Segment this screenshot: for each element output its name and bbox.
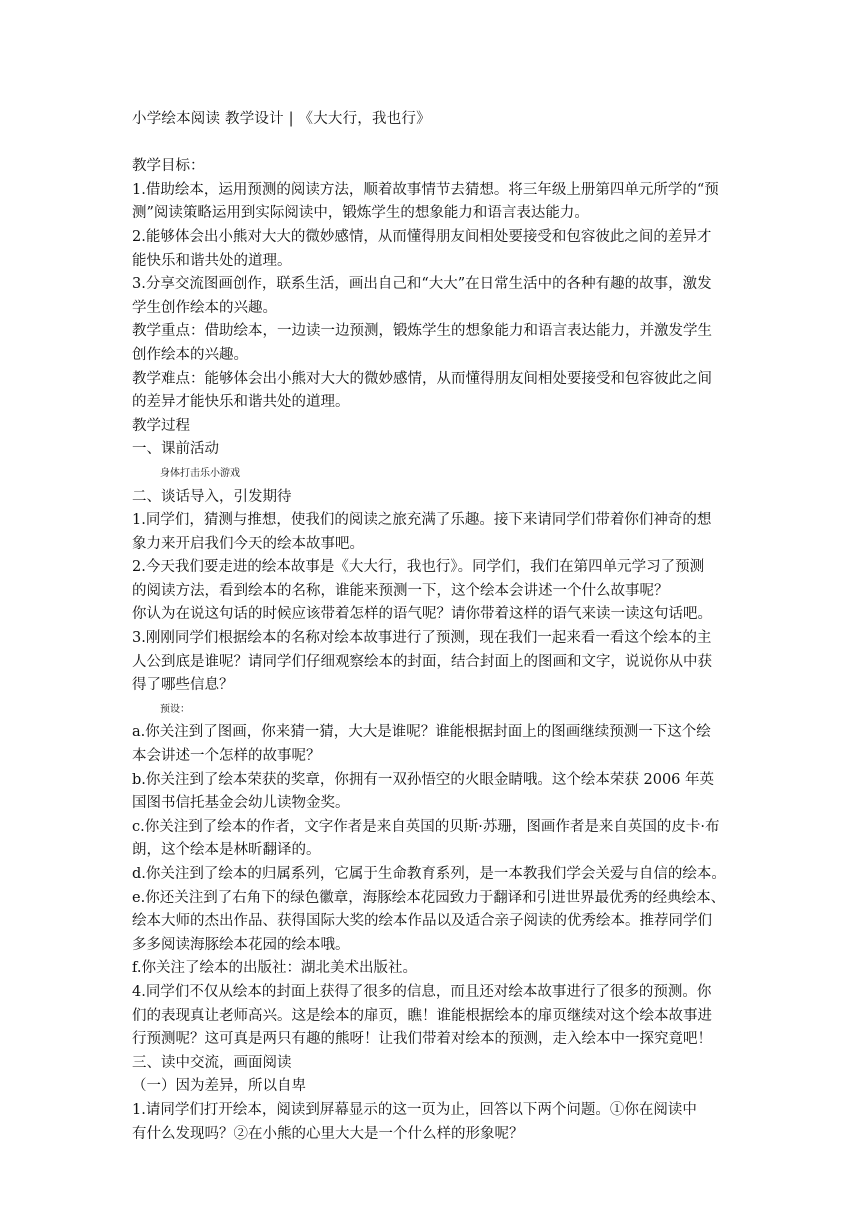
- paragraph-line: 人公到底是谁呢？请同学们仔细观察绘本的封面，结合封面上的图画和文字，说说你从中获: [132, 653, 712, 670]
- paragraph-line: 2.能够体会出小熊对大大的微妙感情，从而懂得朋友间相处要接受和包容彼此之间的差异才: [132, 228, 712, 245]
- heading-teaching-goals: 教学目标：: [132, 158, 205, 175]
- paragraph-line: 预设：: [160, 703, 190, 715]
- paragraph-line: 多多阅读海豚绘本花园的绘本哦。: [132, 936, 350, 953]
- paragraph-line: 教学重点：借助绘本，一边读一边预测，锻炼学生的想象能力和语言表达能力，并激发学生: [132, 323, 712, 340]
- document-title: 小学绘本阅读 教学设计 | 《大大行，我也行》: [132, 111, 431, 127]
- paragraph-line: 有什么发现吗？②在小熊的心里大大是一个什么样的形象呢？: [132, 1125, 524, 1142]
- paragraph-line: c.你关注到了绘本的作者，文字作者是来自英国的贝斯·苏珊，图画作者是来自英国的皮卡·布: [132, 818, 720, 835]
- paragraph-line: 1.请同学们打开绘本，阅读到屏幕显示的这一页为止，回答以下两个问题。①你在阅读中: [132, 1101, 697, 1118]
- paragraph-line: 学生创作绘本的兴趣。: [132, 299, 277, 316]
- paragraph-line: 绘本大师的杰出作品、获得国际大奖的绘本作品以及适合亲子阅读的优秀绘本。推荐同学们: [132, 913, 712, 930]
- paragraph-line: 创作绘本的兴趣。: [132, 346, 248, 363]
- paragraph-line: 你认为在说这句话的时候应该带着怎样的语气呢？请你带着这样的语气来读一读这句话吧。: [132, 606, 712, 623]
- paragraph-line: e.你还关注到了右角下的绿色徽章，海豚绘本花园致力于翻译和引进世界最优秀的经典绘本、: [132, 889, 726, 906]
- paragraph-line: 身体打击乐小游戏: [160, 467, 240, 479]
- paragraph-line: 的阅读方法，看到绘本的名称，谁能来预测一下，这个绘本会讲述一个什么故事呢？: [132, 582, 669, 599]
- paragraph-line: 行预测呢？这可真是两只有趣的熊呀！让我们带着对绘本的预测，走入绘本中一探究竟吧！: [132, 1031, 712, 1048]
- paragraph-line: 1.同学们，猜测与推想，使我们的阅读之旅充满了乐趣。接下来请同学们带着你们神奇的想: [132, 512, 712, 529]
- paragraph-line: 得了哪些信息？: [132, 677, 234, 694]
- paragraph-line: 本会讲述一个怎样的故事呢？: [132, 748, 321, 765]
- paragraph-line: 3.刚刚同学们根据绘本的名称对绘本故事进行了预测，现在我们一起来看一看这个绘本的主: [132, 630, 712, 647]
- paragraph-line: 能快乐和谐共处的道理。: [132, 252, 292, 269]
- paragraph-line: 测”阅读策略运用到实际阅读中，锻炼学生的想象能力和语言表达能力。: [132, 205, 589, 222]
- subsection-heading: （一）因为差异，所以自卑: [132, 1078, 306, 1095]
- section-heading: 二、谈话导入，引发期待: [132, 488, 292, 505]
- blank-line: [132, 132, 732, 156]
- paragraph-line: 们的表现真让老师高兴。这是绘本的扉页，瞧！谁能根据绘本的扉页继续对这个绘本故事进: [132, 1007, 712, 1024]
- section-heading: 三、读中交流，画面阅读: [132, 1054, 292, 1071]
- document-page: [132, 108, 732, 1146]
- paragraph-line: 4.同学们不仅从绘本的封面上获得了很多的信息，而且还对绘本故事进行了很多的预测。你: [132, 983, 712, 1000]
- paragraph-line: 朗，这个绘本是林昕翻译的。: [132, 842, 321, 859]
- paragraph-line: 教学难点：能够体会出小熊对大大的微妙感情，从而懂得朋友间相处要接受和包容彼此之间: [132, 370, 712, 387]
- paragraph-line: b.你关注到了绘本荣获的奖章，你拥有一双孙悟空的火眼金睛哦。这个绘本荣获 2006 年英: [132, 771, 715, 788]
- paragraph-line: a.你关注到了图画，你来猜一猜，大大是谁呢？谁能根据封面上的图画继续预测一下这个绘: [132, 724, 711, 741]
- paragraph-line: 国图书信托基金会幼儿读物金奖。: [132, 795, 350, 812]
- paragraph-line: 的差异才能快乐和谐共处的道理。: [132, 394, 350, 411]
- paragraph-line: f.你关注了绘本的出版社：湖北美术出版社。: [132, 960, 417, 977]
- paragraph-line: 2.今天我们要走进的绘本故事是《大大行，我也行》。同学们，我们在第四单元学习了预测: [132, 559, 705, 576]
- paragraph-line: d.你关注到了绘本的归属系列，它属于生命教育系列，是一本教我们学会关爱与自信的绘本。: [132, 866, 726, 882]
- paragraph-line: 象力来开启我们今天的绘本故事吧。: [132, 535, 364, 552]
- heading-teaching-process: 教学过程: [132, 417, 190, 434]
- paragraph-line: 3.分享交流图画创作，联系生活，画出自己和“大大”在日常生活中的各种有趣的故事，激发: [132, 276, 712, 293]
- paragraph-line: 1.借助绘本，运用预测的阅读方法，顺着故事情节去猜想。将三年级上册第四单元所学的“预: [132, 181, 719, 198]
- section-heading: 一、课前活动: [132, 441, 219, 458]
